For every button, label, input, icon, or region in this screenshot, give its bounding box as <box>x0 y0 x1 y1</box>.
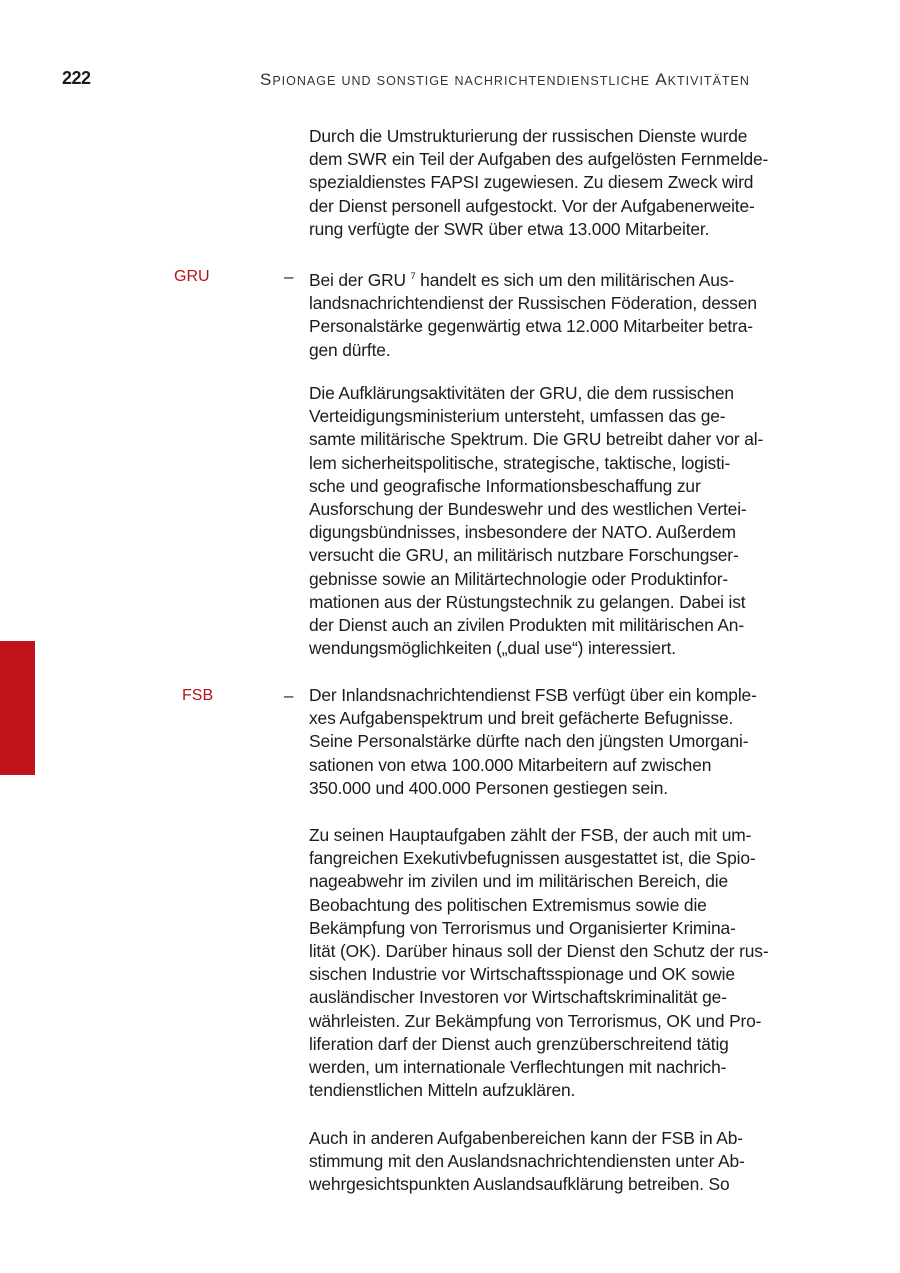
text-line <box>309 265 809 292</box>
text-line: versucht die GRU, an militärisch nutzbare Forschungser- <box>309 545 739 566</box>
text-line: Seine Personalstärke dürfte nach den jüngsten Umorgani- <box>309 731 749 752</box>
text-line: Auch in anderen Aufgabenbereichen kann der FSB in Ab- <box>309 1128 743 1148</box>
text-line: Personalstärke gegenwärtig etwa 12.000 Mitarbeiter betra- <box>309 316 753 337</box>
margin-label-gru: GRU <box>174 268 210 285</box>
paragraph-fsb-intro <box>309 684 809 800</box>
text-line: landsnachrichtendienst der Russischen Föderation, dessen <box>309 293 757 314</box>
text-line: sche und geografische Informationsbeschaffung zur <box>309 475 701 496</box>
text-line: Bekämpfung von Terrorismus und Organisierter Krimina- <box>309 917 736 938</box>
side-color-tab <box>0 641 35 775</box>
text-line: digungsbündnisses, insbesondere der NATO. Außerdem <box>309 522 736 543</box>
text-line: liferation darf der Dienst auch grenzüberschreitend tätig <box>309 1033 729 1054</box>
header-word: UND <box>341 74 372 88</box>
text-line: stimmung mit den Auslandsnachrichtendiensten unter Ab- <box>309 1151 745 1172</box>
text-line: lem sicherheitspolitische, strategische, taktische, logisti- <box>309 452 731 473</box>
paragraph-fsb-foreign <box>309 1127 809 1197</box>
header-word: NACHRICHTENDIENSTLICHE <box>454 74 651 88</box>
text-fragment: Bei der GRU <box>309 270 406 290</box>
text-line: ausländischer Investoren vor Wirtschaftskriminalität ge- <box>309 987 727 1008</box>
text-line: Durch die Umstrukturierung der russischen Dienste wurde <box>309 126 748 146</box>
margin-label-fsb: FSB <box>182 687 214 704</box>
text-line: sischen Industrie vor Wirtschaftsspionage und OK sowie <box>309 964 735 985</box>
paragraph-gru-activities <box>309 382 809 660</box>
text-line: werden, um internationale Verflechtungen mit nachrich- <box>309 1057 727 1078</box>
text-line: dem SWR ein Teil der Aufgaben des aufgelösten Fernmelde- <box>309 149 769 170</box>
header-word: SONSTIGE <box>376 74 450 88</box>
text-line: gebnisse sowie an Militärtechnologie oder Produktinfor- <box>309 568 729 589</box>
text-line: spezialdienstes FAPSI zugewiesen. Zu diesem Zweck wird <box>309 172 754 193</box>
text-line: Beobachtung des politischen Extremismus sowie die <box>309 894 707 915</box>
paragraph-fsb-tasks <box>309 824 809 1102</box>
list-dash: – <box>284 267 294 286</box>
text-line: Verteidigungsministerium untersteht, umfassen das ge- <box>309 406 726 427</box>
page-number: 222 <box>62 68 91 88</box>
footnote-marker: 7 <box>410 271 416 281</box>
text-line: 350.000 und 400.000 Personen gestiegen sein. <box>309 777 668 798</box>
text-line: Der Inlandsnachrichtendienst FSB verfügt über ein komple- <box>309 685 757 705</box>
header-word: AKTIVITÄTEN <box>655 70 750 89</box>
text-line: mationen aus der Rüstungstechnik zu gelangen. Dabei ist <box>309 591 746 612</box>
text-line: tendienstlichen Mitteln aufzuklären. <box>309 1080 576 1101</box>
running-header <box>260 70 750 90</box>
text-line: samte militärische Spektrum. Die GRU betreibt daher vor al- <box>309 429 764 450</box>
paragraph-gru-intro <box>309 265 809 362</box>
text-line: Die Aufklärungsaktivitäten der GRU, die dem russischen <box>309 383 734 403</box>
text-fragment: handelt es sich um den militärischen Aus- <box>415 270 734 290</box>
header-word: SPIONAGE <box>260 70 337 89</box>
text-line: gen dürfte. <box>309 339 391 360</box>
text-line: fangreichen Exekutivbefugnissen ausgestattet ist, die Spio- <box>309 848 756 869</box>
list-dash: – <box>284 686 294 705</box>
text-line: nageabwehr im zivilen und im militärischen Bereich, die <box>309 871 728 892</box>
text-line: wendungsmöglichkeiten („dual use“) interessiert. <box>309 638 676 659</box>
text-line: sationen von etwa 100.000 Mitarbeitern auf zwischen <box>309 754 712 775</box>
text-line: lität (OK). Darüber hinaus soll der Dienst den Schutz der rus- <box>309 941 769 962</box>
text-line: rung verfügte der SWR über etwa 13.000 Mitarbeiter. <box>309 218 710 239</box>
text-line: xes Aufgabenspektrum und breit gefächerte Befugnisse. <box>309 708 734 729</box>
text-line: währleisten. Zur Bekämpfung von Terrorismus, OK und Pro- <box>309 1010 762 1031</box>
text-line: Ausforschung der Bundeswehr und des westlichen Vertei- <box>309 499 747 520</box>
text-line: der Dienst auch an zivilen Produkten mit militärischen An- <box>309 615 744 636</box>
text-line: der Dienst personell aufgestockt. Vor der Aufgabenerweite- <box>309 195 755 216</box>
text-line: wehrgesichtspunkten Auslandsaufklärung betreiben. So <box>309 1174 730 1195</box>
text-line: Zu seinen Hauptaufgaben zählt der FSB, der auch mit um- <box>309 825 752 845</box>
paragraph-swr-restructuring <box>309 125 809 241</box>
